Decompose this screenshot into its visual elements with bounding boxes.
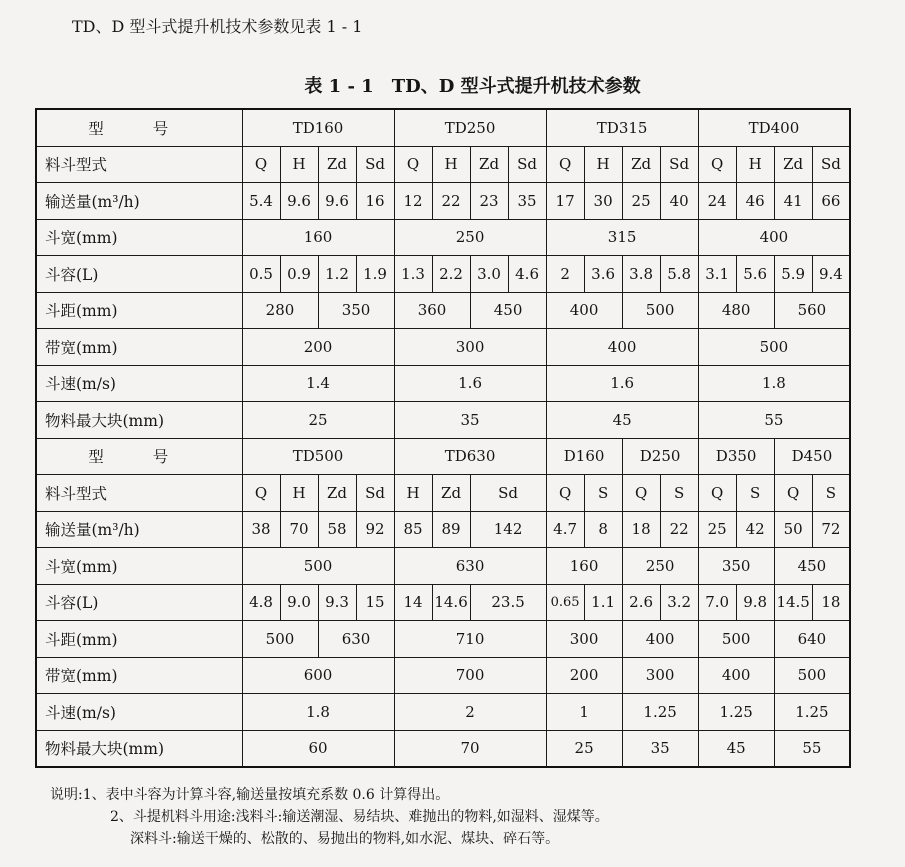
table-cell: 1.3 — [394, 256, 432, 293]
table-cell: Zd — [318, 146, 356, 183]
table-cell: 480 — [698, 292, 774, 329]
table-cell: 35 — [508, 183, 546, 220]
table-cell: 3.6 — [584, 256, 622, 293]
note-3: 深料斗:输送干燥的、松散的、易抛出的物料,如水泥、煤块、碎石等。 — [130, 831, 560, 847]
row-label: 带宽(mm) — [36, 329, 242, 366]
table-cell: 60 — [242, 730, 394, 767]
table-cell: 5.9 — [774, 256, 812, 293]
model-row-2 — [36, 438, 850, 475]
table-cell: 45 — [546, 402, 698, 439]
table-cell: Q — [622, 475, 660, 512]
table-cell: 500 — [622, 292, 698, 329]
table-cell: 35 — [622, 730, 698, 767]
table-cell: 1.25 — [698, 694, 774, 731]
model-row — [36, 109, 850, 146]
parameters-table — [35, 108, 851, 768]
table-cell: 25 — [698, 511, 736, 548]
row-label: 输送量(m³/h) — [36, 183, 242, 220]
table-cell: 70 — [394, 730, 546, 767]
table-cell: TD250 — [394, 109, 546, 146]
table-cell: 58 — [318, 511, 356, 548]
table-cell: TD500 — [242, 438, 394, 475]
table-cell: Sd — [508, 146, 546, 183]
table-cell: 8 — [584, 511, 622, 548]
row-label: 斗距(mm) — [36, 292, 242, 329]
row-label: 斗容(L) — [36, 256, 242, 293]
table-cell: 9.6 — [318, 183, 356, 220]
table-cell: 25 — [622, 183, 660, 220]
table-cell: 500 — [242, 548, 394, 585]
bucket-pitch-row-2 — [36, 621, 850, 658]
table-cell: 25 — [546, 730, 622, 767]
table-cell: 9.4 — [812, 256, 850, 293]
table-cell: Q — [394, 146, 432, 183]
row-label: 型 号 — [36, 438, 242, 475]
table-cell: 0.9 — [280, 256, 318, 293]
table-cell: 300 — [394, 329, 546, 366]
table-cell: 42 — [736, 511, 774, 548]
table-cell: S — [660, 475, 698, 512]
table-cell: 35 — [394, 402, 546, 439]
table-cell: 1.6 — [394, 365, 546, 402]
table-cell: S — [584, 475, 622, 512]
table-cell: 250 — [622, 548, 698, 585]
table-cell: TD400 — [698, 109, 850, 146]
table-cell: Zd — [774, 146, 812, 183]
table-cell: 9.3 — [318, 584, 356, 621]
bucket-width-row-2 — [36, 548, 850, 585]
table-cell: 17 — [546, 183, 584, 220]
table-cell: TD630 — [394, 438, 546, 475]
table-cell: 12 — [394, 183, 432, 220]
table-cell: 4.7 — [546, 511, 584, 548]
table-cell: H — [736, 146, 774, 183]
table-cell: 66 — [812, 183, 850, 220]
table-cell: 2.2 — [432, 256, 470, 293]
table-cell: Q — [546, 475, 584, 512]
table-cell: 9.8 — [736, 584, 774, 621]
table-cell: 4.6 — [508, 256, 546, 293]
table-cell: 200 — [546, 657, 622, 694]
table-cell: 3.8 — [622, 256, 660, 293]
table-cell: H — [432, 146, 470, 183]
table-cell: 1.8 — [698, 365, 850, 402]
table-cell: D350 — [698, 438, 774, 475]
row-label: 型 号 — [36, 109, 242, 146]
table-cell: H — [280, 475, 318, 512]
table-cell: H — [280, 146, 318, 183]
table-cell: 41 — [774, 183, 812, 220]
bucket-volume-row — [36, 256, 850, 293]
table-cell: 55 — [774, 730, 850, 767]
row-label: 斗宽(mm) — [36, 548, 242, 585]
table-cell: Q — [546, 146, 584, 183]
table-cell: TD315 — [546, 109, 698, 146]
row-label: 料斗型式 — [36, 475, 242, 512]
table-cell: 16 — [356, 183, 394, 220]
table-cell: 5.4 — [242, 183, 280, 220]
row-label: 斗宽(mm) — [36, 219, 242, 256]
table-cell: 5.6 — [736, 256, 774, 293]
row-label: 带宽(mm) — [36, 657, 242, 694]
table-cell: 25 — [242, 402, 394, 439]
table-cell: 85 — [394, 511, 432, 548]
table-cell: 38 — [242, 511, 280, 548]
capacity-row — [36, 183, 850, 220]
table-cell: Zd — [622, 146, 660, 183]
table-cell: 30 — [584, 183, 622, 220]
table-cell: 500 — [774, 657, 850, 694]
table-cell: Q — [242, 475, 280, 512]
table-cell: 7.0 — [698, 584, 736, 621]
row-label: 输送量(m³/h) — [36, 511, 242, 548]
table-cell: Sd — [470, 475, 546, 512]
table-cell: 18 — [812, 584, 850, 621]
table-cell: 70 — [280, 511, 318, 548]
table-cell: 46 — [736, 183, 774, 220]
table-cell: 1.9 — [356, 256, 394, 293]
table-cell: 500 — [698, 329, 850, 366]
table-cell: 72 — [812, 511, 850, 548]
table-cell: 3.1 — [698, 256, 736, 293]
table-cell: 280 — [242, 292, 318, 329]
note-1: 说明:1、表中斗容为计算斗容,输送量按填充系数 0.6 计算得出。 — [50, 787, 450, 803]
table-cell: Zd — [432, 475, 470, 512]
table-cell: 1 — [546, 694, 622, 731]
row-label: 斗速(m/s) — [36, 365, 242, 402]
table-cell: 200 — [242, 329, 394, 366]
table-cell: Zd — [470, 146, 508, 183]
table-cell: Q — [774, 475, 812, 512]
table-cell: D450 — [774, 438, 850, 475]
table-cell: S — [736, 475, 774, 512]
table-cell: 89 — [432, 511, 470, 548]
table-cell: 350 — [318, 292, 394, 329]
table-cell: 400 — [546, 292, 622, 329]
table-cell: 1.8 — [242, 694, 394, 731]
table-cell: 450 — [470, 292, 546, 329]
table-cell: 55 — [698, 402, 850, 439]
table-cell: 23.5 — [470, 584, 546, 621]
table-cell: 40 — [660, 183, 698, 220]
row-label: 斗速(m/s) — [36, 694, 242, 731]
table-cell: H — [394, 475, 432, 512]
row-label: 物料最大块(mm) — [36, 730, 242, 767]
table-cell: 45 — [698, 730, 774, 767]
table-cell: 1.25 — [622, 694, 698, 731]
belt-width-row — [36, 329, 850, 366]
bucket-volume-row-2 — [36, 584, 850, 621]
table-cell: 50 — [774, 511, 812, 548]
row-label: 物料最大块(mm) — [36, 402, 242, 439]
capacity-row-2 — [36, 511, 850, 548]
table-cell: 142 — [470, 511, 546, 548]
table-cell: 315 — [546, 219, 698, 256]
table-cell: 640 — [774, 621, 850, 658]
row-label: 斗容(L) — [36, 584, 242, 621]
table-cell: 500 — [242, 621, 318, 658]
max-lump-row-2 — [36, 730, 850, 767]
table-cell: 4.8 — [242, 584, 280, 621]
table-cell: 9.0 — [280, 584, 318, 621]
table-cell: S — [812, 475, 850, 512]
table-cell: 15 — [356, 584, 394, 621]
table-cell: 2 — [546, 256, 584, 293]
belt-width-row-2 — [36, 657, 850, 694]
table-cell: 400 — [698, 657, 774, 694]
table-cell: 23 — [470, 183, 508, 220]
bucket-type-row-2 — [36, 475, 850, 512]
table-cell: 160 — [546, 548, 622, 585]
table-cell: 250 — [394, 219, 546, 256]
table-cell: 400 — [698, 219, 850, 256]
table-cell: Sd — [812, 146, 850, 183]
table-cell: 350 — [698, 548, 774, 585]
notes — [50, 784, 609, 850]
table-cell: 18 — [622, 511, 660, 548]
table-cell: Q — [698, 475, 736, 512]
table-cell: 5.8 — [660, 256, 698, 293]
row-label: 料斗型式 — [36, 146, 242, 183]
table-cell: 1.6 — [546, 365, 698, 402]
bucket-width-row — [36, 219, 850, 256]
table-cell: Q — [242, 146, 280, 183]
note-2: 2、斗提机料斗用途:浅料斗:输送潮湿、易结块、难抛出的物料,如湿料、湿煤等。 — [110, 809, 609, 825]
table-caption: 表 1 - 1 TD、D 型斗式提升机技术参数 — [304, 76, 641, 97]
table-cell: Sd — [356, 146, 394, 183]
table-cell: H — [584, 146, 622, 183]
table-cell: Q — [698, 146, 736, 183]
table-cell: 600 — [242, 657, 394, 694]
bucket-speed-row-2 — [36, 694, 850, 731]
table-cell: D250 — [622, 438, 698, 475]
table-cell: 500 — [698, 621, 774, 658]
table-cell: 1.1 — [584, 584, 622, 621]
table-cell: Sd — [356, 475, 394, 512]
table-cell: TD160 — [242, 109, 394, 146]
table-cell: 300 — [622, 657, 698, 694]
table-cell: 160 — [242, 219, 394, 256]
table-cell: Zd — [318, 475, 356, 512]
bucket-type-row — [36, 146, 850, 183]
table-cell: 1.25 — [774, 694, 850, 731]
table-cell: 710 — [394, 621, 546, 658]
table-cell: 14.5 — [774, 584, 812, 621]
table-cell: 22 — [432, 183, 470, 220]
bucket-speed-row — [36, 365, 850, 402]
table-cell: 0.5 — [242, 256, 280, 293]
table-cell: 22 — [660, 511, 698, 548]
table-cell: 3.0 — [470, 256, 508, 293]
bucket-pitch-row — [36, 292, 850, 329]
table-cell: 1.4 — [242, 365, 394, 402]
table-cell: D160 — [546, 438, 622, 475]
table-cell: 24 — [698, 183, 736, 220]
table-cell: 9.6 — [280, 183, 318, 220]
table-cell: 450 — [774, 548, 850, 585]
table-cell: 630 — [318, 621, 394, 658]
table-cell: 1.2 — [318, 256, 356, 293]
intro-text: TD、D 型斗式提升机技术参数见表 1 - 1 — [72, 17, 363, 36]
table-cell: 14.6 — [432, 584, 470, 621]
table-cell: 3.2 — [660, 584, 698, 621]
table-cell: 400 — [546, 329, 698, 366]
table-cell: 560 — [774, 292, 850, 329]
table-cell: 92 — [356, 511, 394, 548]
table-cell: 2.6 — [622, 584, 660, 621]
table-cell: 700 — [394, 657, 546, 694]
table-cell: 2 — [394, 694, 546, 731]
table-cell: 0.65 — [546, 584, 584, 621]
table-cell: 630 — [394, 548, 546, 585]
table-cell: 300 — [546, 621, 622, 658]
max-lump-row — [36, 402, 850, 439]
table-cell: 400 — [622, 621, 698, 658]
table-cell: 360 — [394, 292, 470, 329]
table-cell: 14 — [394, 584, 432, 621]
table-cell: Sd — [660, 146, 698, 183]
row-label: 斗距(mm) — [36, 621, 242, 658]
